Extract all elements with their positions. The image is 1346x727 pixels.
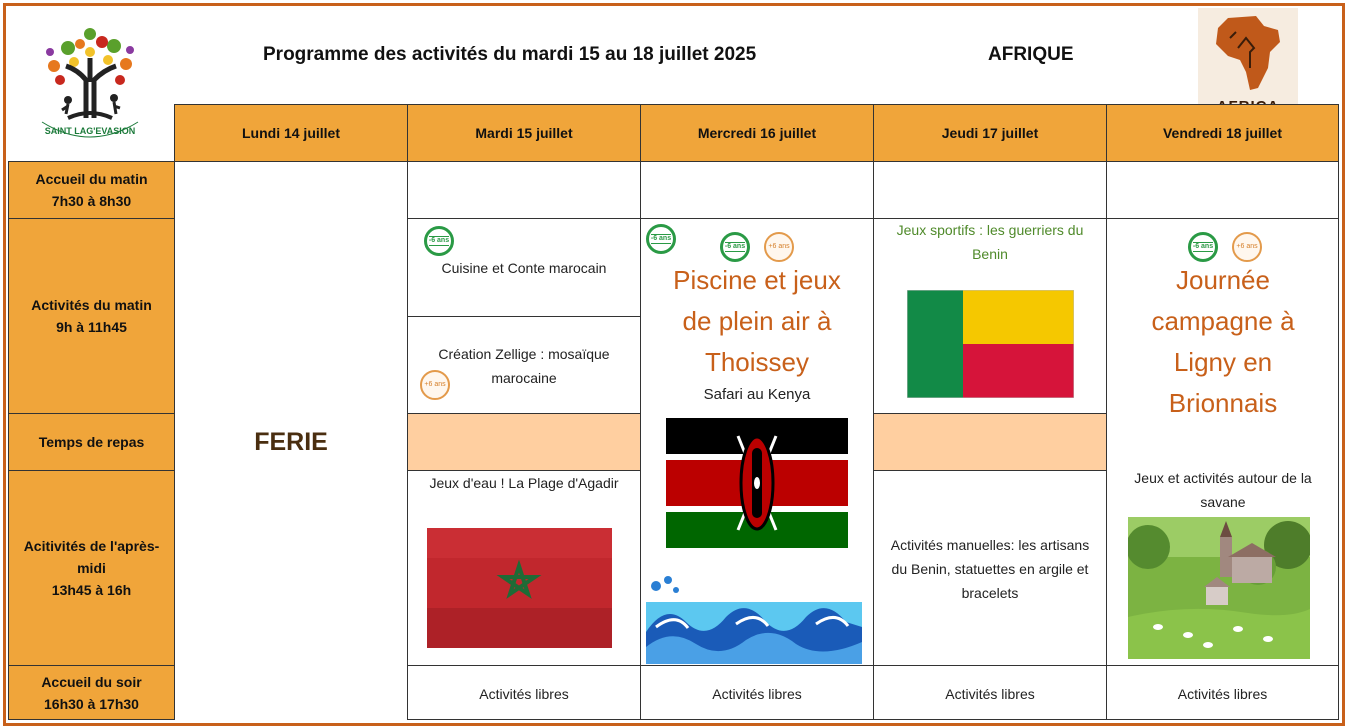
cell-mercredi-accueil	[640, 161, 874, 219]
vendredi-soir-text: Activités libres	[1177, 686, 1268, 702]
ferie-label: FERIE	[254, 428, 328, 456]
cell-jeudi-accueil	[873, 161, 1107, 219]
benin-flag-icon	[907, 290, 1074, 398]
day-header-jeudi: Jeudi 17 juillet	[873, 104, 1107, 162]
cell-vendredi-accueil	[1106, 161, 1339, 219]
under-6-badge-icon: -6 ans	[646, 224, 676, 254]
slot-repas: Temps de repas	[8, 413, 175, 471]
africa-map-icon	[1198, 8, 1298, 98]
under-6-badge-icon: -6 ans	[720, 232, 750, 262]
mardi-matin1-text: Cuisine et Conte marocain	[441, 260, 607, 276]
wave-icon	[646, 572, 862, 664]
morocco-flag-icon	[427, 528, 612, 648]
page-title: Programme des activités du mardi 15 au 18 juillet 2025	[263, 44, 757, 65]
over-6-badge-icon: +6 ans	[1232, 232, 1262, 262]
slot-accueil-matin: Accueil du matin 7h30 à 8h30	[8, 161, 175, 219]
mercredi-soir-text: Activités libres	[712, 686, 802, 702]
cell-mardi-accueil	[407, 161, 641, 219]
jeudi-apres-midi-text: Activités manuelles: les artisans du Benin, statuettes en argile et bracelets	[890, 537, 1090, 601]
mercredi-sous-titre: Safari au Kenya	[703, 386, 811, 403]
over-6-badge-icon: +6 ans	[764, 232, 794, 262]
cell-jeudi-repas	[873, 413, 1107, 471]
under-6-badge-icon: -6 ans	[424, 226, 454, 256]
day-header-lundi: Lundi 14 juillet	[174, 104, 408, 162]
vendredi-journee-title: Journée campagne à Ligny en Brionnais	[1151, 265, 1295, 418]
slot-accueil-soir: Accueil du soir 16h30 à 17h30	[8, 665, 175, 720]
mardi-matin2-text: Création Zellige : mosaïque marocaine	[438, 346, 610, 386]
slot-activites-matin: Activités du matin 9h à 11h45	[8, 218, 175, 414]
slot-apres-midi: Acitivités de l'après-midi 13h45 à 16h	[8, 470, 175, 666]
kenya-flag-icon	[666, 418, 848, 548]
day-header-vendredi: Vendredi 18 juillet	[1106, 104, 1339, 162]
cell-mardi-repas	[407, 413, 641, 471]
logo	[28, 18, 152, 150]
mardi-apres-midi-text: Jeux d'eau ! La Plage d'Agadir	[429, 475, 619, 491]
under-6-badge-icon: -6 ans	[1188, 232, 1218, 262]
day-header-mercredi: Mercredi 16 juillet	[640, 104, 874, 162]
countryside-painting-icon	[1128, 517, 1310, 659]
jeudi-matin-text: Jeux sportifs : les guerriers du Benin	[896, 222, 1084, 262]
theme-label: AFRIQUE	[988, 44, 1074, 65]
mardi-soir-text: Activités libres	[479, 686, 569, 702]
day-header-mardi: Mardi 15 juillet	[407, 104, 641, 162]
vendredi-apres-midi-text: Jeux et activités autour de la savane	[1134, 470, 1312, 510]
over-6-badge-icon: +6 ans	[420, 370, 450, 400]
jeudi-soir-text: Activités libres	[945, 686, 1035, 702]
logo-text: SAINT LAG'EVASION	[44, 126, 136, 136]
mercredi-journee-title: Piscine et jeux de plein air à Thoissey	[673, 265, 841, 377]
